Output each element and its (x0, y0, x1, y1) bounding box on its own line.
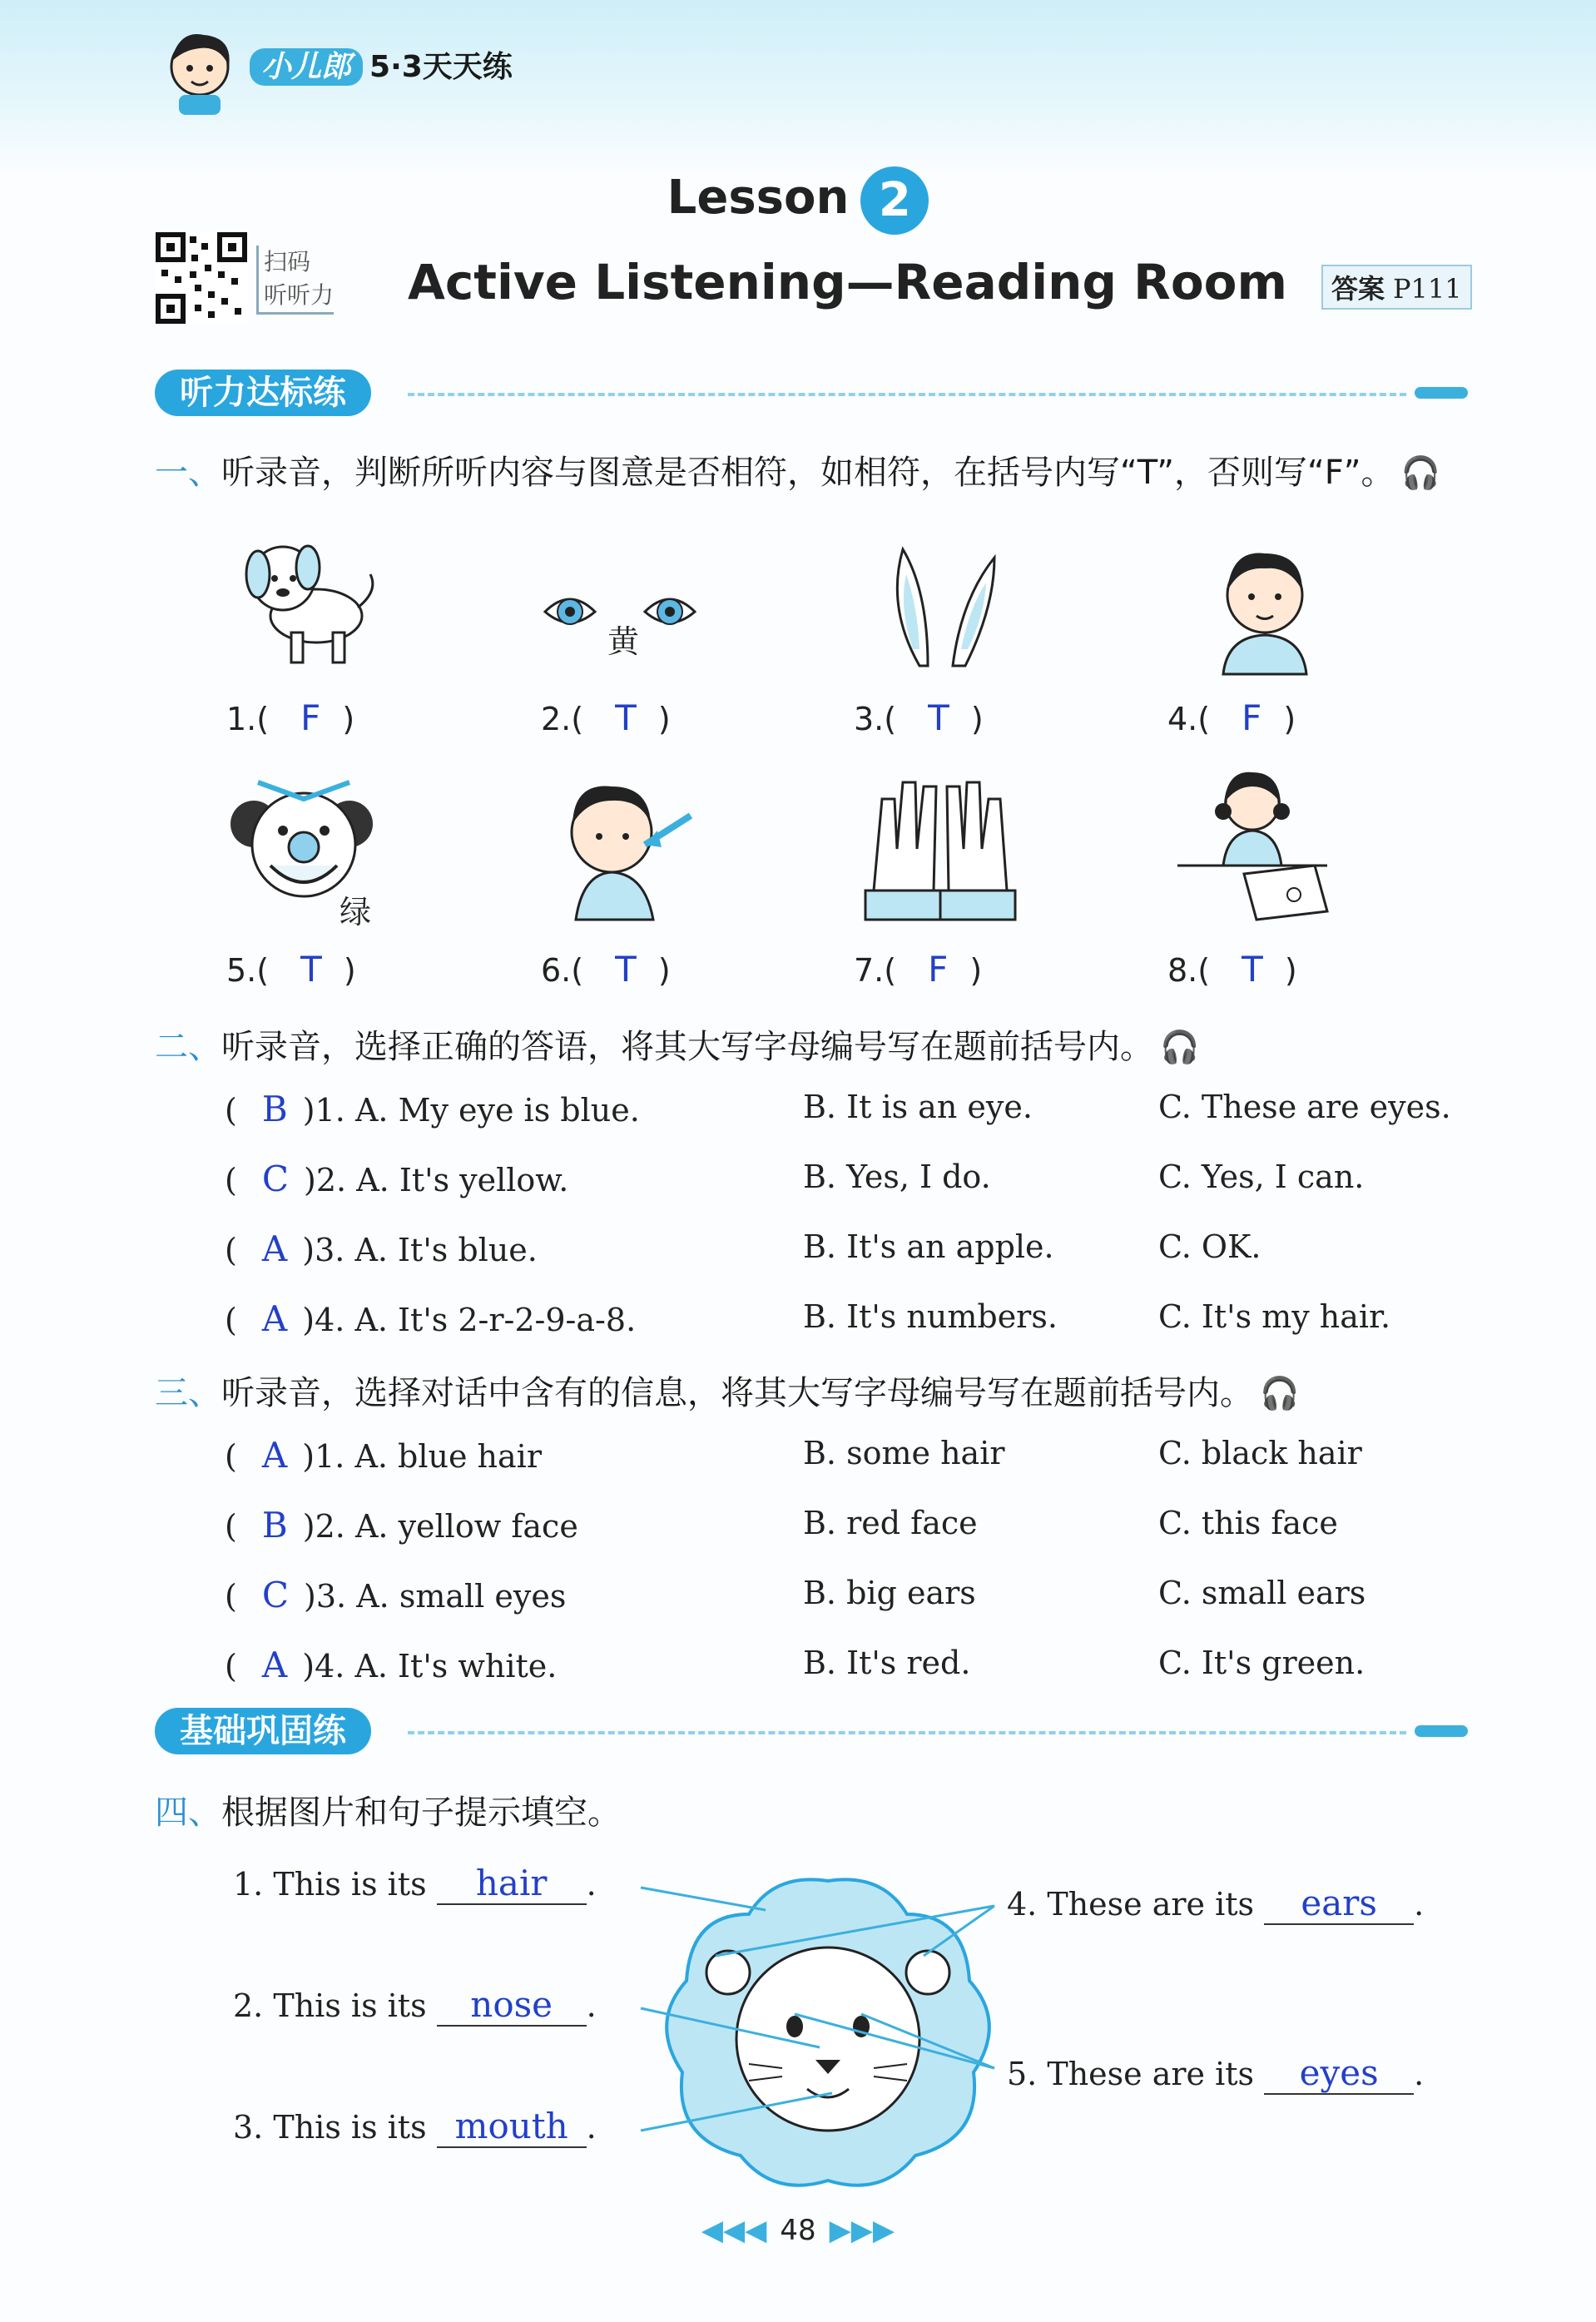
q4-item-1: 1. This is its hair . (233, 1863, 597, 1903)
qr-label-line1: 扫码 (264, 248, 311, 275)
brand (250, 43, 513, 86)
page-footer (0, 2214, 1596, 2247)
q4-blank-hair[interactable]: hair (437, 1863, 587, 1905)
q1-caption-5: 绿 (340, 894, 372, 930)
q1-item-3: 3.( T ) (854, 697, 984, 738)
qr-label-line2: 听听力 (264, 281, 335, 309)
q2-option-b: B. It's an apple. (803, 1228, 1054, 1265)
q1-item-6-label: 6. (541, 952, 572, 989)
q1-item-4-label: 4. (1167, 701, 1198, 737)
q1-item-4: 4.( F ) (1167, 697, 1296, 738)
q1-item-2: 2.( T ) (541, 697, 671, 738)
q2-row-1: ( B )1. A. My eye is blue. (225, 1089, 640, 1129)
q3-num-4: )4. (302, 1648, 345, 1684)
q3-option-a: A. It's white. (354, 1648, 558, 1684)
q2-option-b: B. It is an eye. (803, 1089, 1033, 1125)
q1-item-1-label: 1. (226, 701, 257, 737)
girl-drawing-icon (1169, 766, 1336, 924)
q2-option-b: B. It's numbers. (803, 1298, 1058, 1335)
brand-logo: 小儿郎 (250, 48, 363, 86)
q1-answer-6[interactable]: T (615, 949, 637, 990)
q3-row-2: ( B )2. A. yellow face (225, 1505, 578, 1546)
q4-item-2: 2. This is its nose . (233, 1984, 597, 2025)
q2-option-c: C. These are eyes. (1158, 1089, 1451, 1125)
q3-answer-2[interactable]: B (261, 1505, 288, 1546)
q1-answer-1[interactable]: F (300, 697, 321, 738)
q2-row-2: ( C )2. A. It's yellow. (225, 1159, 569, 1199)
q2-option-b: B. Yes, I do. (803, 1159, 991, 1195)
divider (408, 1731, 1406, 1734)
q4-number: 四、 (155, 1794, 221, 1832)
q2-option-c: C. OK. (1158, 1228, 1261, 1265)
q3-instruction: 听录音，选择对话中含有的信息，将其大写字母编号写在题前括号内。 (221, 1374, 1253, 1412)
q4-item-label: 5. (1007, 2056, 1038, 2092)
lesson-label: Lesson (667, 171, 850, 226)
q4-item-3: 3. This is its mouth . (233, 2106, 597, 2146)
q2-answer-1[interactable]: B (261, 1089, 288, 1129)
q1-item-5: 5.( T ) (226, 949, 356, 990)
headphones-icon[interactable]: 🎧 (1400, 454, 1440, 491)
q4-blank-ears[interactable]: ears (1264, 1883, 1414, 1925)
section-banner-listening: 听力达标练 (155, 370, 371, 416)
q1-number: 一、 (155, 454, 221, 492)
q3-option-a: A. yellow face (354, 1508, 578, 1545)
page-number: 48 (780, 2214, 816, 2247)
q4-item-label: 3. (233, 2109, 264, 2146)
q3-number: 三、 (155, 1374, 221, 1412)
q2-answer-4[interactable]: A (261, 1298, 288, 1339)
q3-option-c: C. black hair (1158, 1435, 1362, 1471)
q3-num-3: )3. (304, 1578, 347, 1615)
q4-blank-eyes[interactable]: eyes (1264, 2052, 1414, 2095)
qr-label (256, 246, 334, 315)
q4-item-label: 1. (233, 1866, 264, 1903)
q3-answer-1[interactable]: A (261, 1435, 288, 1476)
q1-answer-3[interactable]: T (928, 697, 949, 738)
brand-series: 5·3天天练 (369, 50, 513, 84)
q3-row-1: ( A )1. A. blue hair (225, 1435, 543, 1476)
q3-num-2: )2. (302, 1508, 345, 1545)
q4-blank-mouth[interactable]: mouth (437, 2106, 587, 2148)
lesson-number: 2 (860, 166, 929, 235)
q1-heading (155, 446, 1440, 494)
q1-item-6: 6.( T ) (541, 949, 671, 990)
q3-option-b: B. red face (803, 1505, 978, 1541)
q3-row-3: ( C )3. A. small eyes (225, 1575, 567, 1615)
q3-option-c: C. small ears (1158, 1575, 1366, 1611)
q2-answer-2[interactable]: C (261, 1159, 290, 1199)
q1-item-2-label: 2. (541, 701, 572, 737)
headphones-icon[interactable]: 🎧 (1260, 1375, 1300, 1412)
q1-item-8-label: 8. (1167, 952, 1198, 989)
q3-option-a: A. blue hair (354, 1438, 543, 1475)
q2-answer-3[interactable]: A (261, 1228, 288, 1269)
boy-pointing-icon (541, 766, 707, 924)
qr-code-icon[interactable] (155, 231, 248, 325)
q4-item-text: These are its (1047, 1886, 1255, 1923)
q3-option-c: C. this face (1158, 1505, 1338, 1541)
answer-label: 答案 (1331, 273, 1385, 305)
q1-answer-4[interactable]: F (1242, 697, 1262, 738)
q4-item-text: This is its (273, 1987, 427, 2024)
q1-answer-7[interactable]: F (928, 949, 949, 990)
arrow-right-icon: ▶▶▶ (829, 2214, 895, 2247)
q4-item-text: This is its (273, 2109, 427, 2146)
lesson-title: Active Listening—Reading Room (408, 254, 1287, 310)
q2-option-a: A. It's yellow. (356, 1162, 569, 1198)
q3-option-a: A. small eyes (356, 1578, 567, 1615)
q3-num-1: )1. (302, 1438, 345, 1475)
q2-option-a: A. It's 2-r-2-9-a-8. (354, 1302, 637, 1338)
hands-icon (857, 766, 1024, 924)
q2-row-4: ( A )4. A. It's 2-r-2-9-a-8. (225, 1298, 637, 1339)
q4-item-label: 4. (1007, 1886, 1038, 1923)
q2-heading (155, 1020, 1199, 1068)
q3-answer-3[interactable]: C (261, 1575, 290, 1615)
q4-item-text: These are its (1047, 2056, 1255, 2092)
eyes-icon (537, 533, 703, 691)
q2-option-a: A. It's blue. (354, 1232, 538, 1268)
q2-option-c: C. Yes, I can. (1158, 1159, 1365, 1195)
q2-num-1: )1. (302, 1092, 345, 1129)
divider-cap (1415, 1725, 1468, 1737)
q3-option-c: C. It's green. (1158, 1645, 1366, 1681)
q4-heading (155, 1786, 621, 1833)
q3-heading (155, 1367, 1299, 1414)
q3-answer-4[interactable]: A (261, 1645, 288, 1685)
q3-option-b: B. big ears (803, 1575, 976, 1611)
q3-option-b: B. some hair (803, 1435, 1005, 1471)
q2-option-a: A. My eye is blue. (354, 1092, 640, 1129)
q1-item-8: 8.( T ) (1167, 949, 1297, 990)
q1-answer-8[interactable]: T (1242, 949, 1263, 990)
q1-item-3-label: 3. (854, 701, 885, 737)
q4-instruction: 根据图片和句子提示填空。 (221, 1794, 621, 1832)
q1-item-7: 7.( F ) (854, 949, 983, 990)
q2-number: 二、 (155, 1028, 221, 1066)
q4-blank-nose[interactable]: nose (437, 1984, 587, 2027)
answer-page: P111 (1393, 273, 1462, 305)
q1-item-5-label: 5. (226, 952, 257, 989)
q1-item-7-label: 7. (854, 952, 885, 989)
q4-item-4: 4. These are its ears . (1007, 1883, 1425, 1923)
divider-cap (1415, 387, 1468, 399)
section-banner-basic: 基础巩固练 (155, 1708, 371, 1754)
q2-num-3: )3. (302, 1232, 345, 1268)
lion-icon (649, 1856, 1007, 2205)
rabbit-ears-icon (870, 528, 1036, 687)
boy-icon (1182, 528, 1348, 687)
q2-num-4: )4. (302, 1302, 345, 1338)
q3-row-4: ( A )4. A. It's white. (225, 1645, 558, 1685)
q2-row-3: ( A )3. A. It's blue. (225, 1228, 538, 1269)
q2-instruction: 听录音，选择正确的答语，将其大写字母编号写在题前括号内。 (221, 1028, 1153, 1066)
q2-num-2: )2. (304, 1162, 347, 1198)
q1-item-1: 1.( F ) (226, 697, 355, 738)
dog-icon (225, 516, 391, 674)
mascot-icon (154, 25, 245, 117)
q1-answer-5[interactable]: T (300, 949, 322, 990)
q2-option-c: C. It's my hair. (1158, 1298, 1391, 1335)
q1-caption-2: 黄 (607, 623, 640, 660)
lesson-heading (0, 166, 1596, 235)
q4-item-5: 5. These are its eyes . (1007, 2052, 1425, 2093)
headphones-icon[interactable]: 🎧 (1160, 1029, 1200, 1065)
answer-reference (1321, 265, 1472, 310)
divider (408, 393, 1406, 396)
q4-item-text: This is its (273, 1866, 427, 1903)
q3-option-b: B. It's red. (803, 1645, 971, 1681)
q4-item-label: 2. (233, 1987, 264, 2024)
q1-instruction: 听录音，判断所听内容与图意是否相符，如相符，在括号内写“T”，否则写“F”。 (221, 454, 1395, 492)
q1-answer-2[interactable]: T (615, 697, 637, 738)
arrow-left-icon: ◀◀◀ (701, 2214, 767, 2247)
